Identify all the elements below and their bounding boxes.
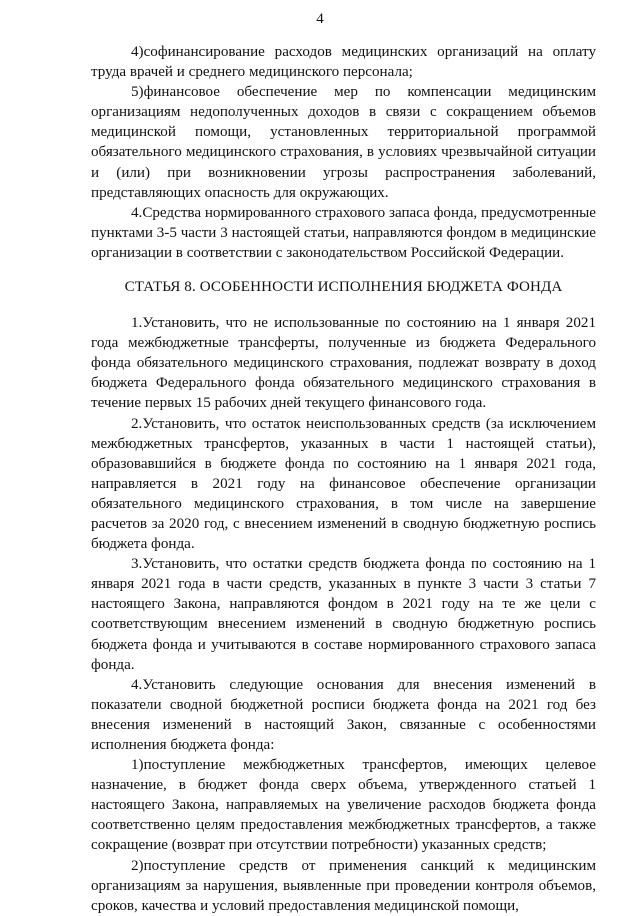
paragraph-part-3-fund-balances: 3.Установить, что остатки средств бюджета фонда по состоянию на 1 января 2021 года в части средств, указанных в пункте 3 части 3 статьи 7 настоящего Закона, направляются фондом в 2021 году на те же цели с соответствующим внесением изменений в сводную бюджетную роспись бюджета фонда и учитываются в составе нормированного страхового запаса фонда.: [91, 556, 596, 673]
paragraph-part-4-reserve-funds: 4.Средства нормированного страхового запаса фонда, предусмотренные пунктами 3-5 части 3 настоящей статьи, направляются фондом в медицинские организации в соответствии с законодательством Российской Федерации.: [91, 204, 596, 261]
page-number: 4: [316, 11, 324, 27]
paragraph-part-1-transfers-return: 1.Установить, что не использованные по состоянию на 1 января 2021 года межбюджетные трансферты, полученные из бюджета Федерального фонда обязательного медицинского страхования, подлежат возврату в доход бюджета Федерального фонда обязательного медицинского страхования в течение первых 15 рабочих дней текущего финансового года.: [91, 315, 596, 412]
paragraph-part-4-grounds-for-changes: 4.Установить следующие основания для внесения изменений в показатели сводной бюджетной росписи бюджета фонда на 2021 год без внесения изменений в настоящий Закон, связанные с особенностями исполнения бюджета фонда:: [91, 676, 596, 753]
paragraph-part-2-unused-balance: 2.Установить, что остаток неиспользованных средств (за исключением межбюджетных трансфертов, указанных в части 1 настоящей статьи), образовавшийся в бюджете фонда по состоянию на 1 января 2021 года, направляется в 2021 году на финансовое обеспечение организации обязательного медицинского страхования, в том числе на завершение расчетов за 2020 год, с внесением изменений в сводную бюджетную роспись бюджета фонда.: [91, 415, 596, 553]
paragraph-item-5-compensation: 5)финансовое обеспечение мер по компенсации медицинским организациям недополученных доходов в связи с сокращением объемов медицинской помощи, установленных территориальной программой обязательного медицинского страхования, в условиях чрезвычайной ситуации и (или) при возникновении угрозы распространения заболеваний, представляющих опасность для окружающих.: [91, 84, 596, 201]
paragraph-item-2-sanctions: 2)поступление средств от применения санкций к медицинским организациям за нарушения, выявленные при проведении контроля объемов, сроков, качества и условий предоставления медицинской помощи,: [91, 857, 596, 914]
paragraph-item-4-cofinancing: 4)софинансирование расходов медицинских организаций на оплату труда врачей и среднего медицинского персонала;: [91, 44, 596, 81]
document-body: [91, 42, 596, 916]
article-heading: СТАТЬЯ 8. ОСОБЕННОСТИ ИСПОЛНЕНИЯ БЮДЖЕТА ФОНДА: [124, 279, 563, 296]
paragraph-item-1-targeted-transfers: 1)поступление межбюджетных трансфертов, имеющих целевое назначение, в бюджет фонда сверх объема, утвержденного статьей 1 настоящего Закона, направляемых на увеличение расходов бюджета фонда соответственно целям предоставления межбюджетных трансфертов, а также сокращение (возврат при отсутствии потребности) указанных средств;: [91, 757, 596, 854]
